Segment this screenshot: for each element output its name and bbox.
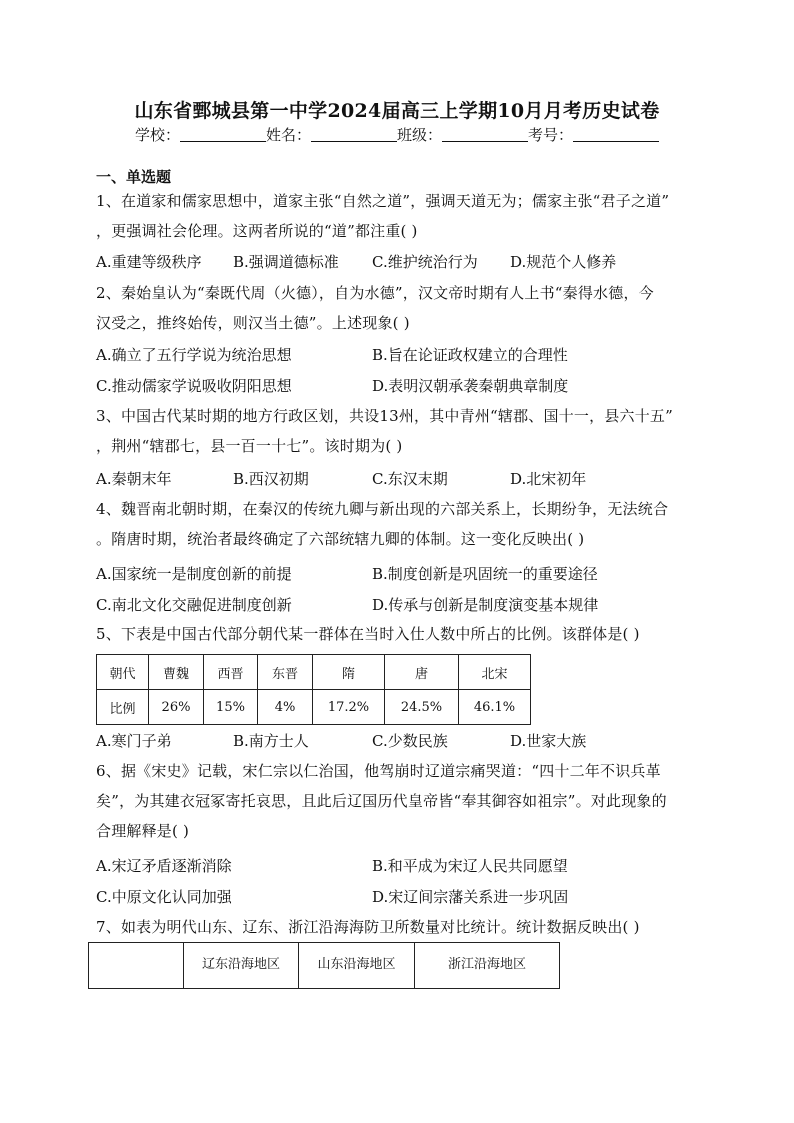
question-2-option-b[interactable]: B.旨在论证政权建立的合理性 <box>372 346 568 364</box>
question-5-option-c[interactable]: C.少数民族 <box>372 732 448 750</box>
question-3-option-d[interactable]: D.北宋初年 <box>510 470 587 488</box>
question-1-option-a[interactable]: A.重建等级秩序 <box>96 253 202 271</box>
question-4-option-b[interactable]: B.制度创新是巩固统一的重要途径 <box>372 565 598 583</box>
class-label: 班级： <box>397 126 443 144</box>
question-6-option-b[interactable]: B.和平成为宋辽人民共同愿望 <box>372 857 568 875</box>
question-1-line-2: ，更强调社会伦理。这两者所说的“道”都注重( ) <box>96 222 418 240</box>
question-3-option-b[interactable]: B.西汉初期 <box>233 470 309 488</box>
table-cell: 浙江沿海地区 <box>415 943 560 989</box>
name-blank[interactable] <box>311 127 397 142</box>
school-blank[interactable] <box>180 127 266 142</box>
table-cell: 东晋 <box>258 655 313 690</box>
question-5-line-1: 5、下表是中国古代部分朝代某一群体在当时入仕人数中所占的比例。该群体是( ) <box>96 625 640 643</box>
question-3-stem <box>96 401 698 461</box>
question-7-table <box>88 942 560 989</box>
question-2-option-d[interactable]: D.表明汉朝承袭秦朝典章制度 <box>372 377 569 395</box>
question-5-stem <box>96 619 698 649</box>
table-cell: 朝代 <box>97 655 149 690</box>
school-label: 学校： <box>134 126 180 144</box>
question-1-option-c[interactable]: C.维护统治行为 <box>372 253 478 271</box>
question-5-table <box>96 654 531 725</box>
question-5-option-d[interactable]: D.世家大族 <box>510 732 587 750</box>
class-blank[interactable] <box>442 127 528 142</box>
table-cell: 曹魏 <box>149 655 204 690</box>
question-4-option-d[interactable]: D.传承与创新是制度演变基本规律 <box>372 596 599 614</box>
question-4-option-a[interactable]: A.国家统一是制度创新的前提 <box>96 565 292 583</box>
table-cell: 46.1% <box>459 690 531 725</box>
question-6-line-1: 6、据《宋史》记载，宋仁宗以仁治国，他驾崩时辽道宗痛哭道：“四十二年不识兵革 <box>96 762 661 780</box>
question-1-option-d[interactable]: D.规范个人修养 <box>510 253 617 271</box>
name-label: 姓名： <box>265 126 311 144</box>
question-6-line-2: 矣”，为其建衣冠冢寄托哀思，且此后辽国历代皇帝皆“奉其御容如祖宗”。对此现象的 <box>96 792 667 810</box>
question-6-option-c[interactable]: C.中原文化认同加强 <box>96 888 232 906</box>
question-2-option-c[interactable]: C.推动儒家学说吸收阴阳思想 <box>96 377 292 395</box>
question-2-line-2: 汉受之，推终始传，则汉当土德”。上述现象( ) <box>96 314 410 332</box>
question-4-line-2: 。隋唐时期，统治者最终确定了六部统辖九卿的体制。这一变化反映出( ) <box>96 530 585 548</box>
exam-no-blank[interactable] <box>573 127 659 142</box>
question-6-stem <box>96 756 698 846</box>
table-row <box>89 943 560 989</box>
table-cell <box>89 943 184 989</box>
question-1-line-1: 1、在道家和儒家思想中，道家主张“自然之道”，强调天道无为；儒家主张“君子之道” <box>96 192 670 210</box>
question-4-option-c[interactable]: C.南北文化交融促进制度创新 <box>96 596 292 614</box>
question-5-option-b[interactable]: B.南方士人 <box>233 732 309 750</box>
question-3-line-2: ，荆州“辖郡七，县一百一十七”。该时期为( ) <box>96 437 403 455</box>
table-cell: 26% <box>149 690 204 725</box>
question-4-line-1: 4、魏晋南北朝时期，在秦汉的传统九卿与新出现的六部关系上，长期纷争，无法统合 <box>96 500 669 518</box>
table-row <box>97 655 531 690</box>
question-6-line-3: 合理解释是( ) <box>96 822 190 840</box>
question-2-stem <box>96 278 698 338</box>
table-cell: 15% <box>204 690 258 725</box>
table-cell: 辽东沿海地区 <box>184 943 299 989</box>
table-cell: 17.2% <box>313 690 385 725</box>
page-title: 山东省鄄城县第一中学2024届高三上学期10月月考历史试卷 <box>134 100 660 122</box>
table-cell: 唐 <box>385 655 459 690</box>
table-cell: 隋 <box>313 655 385 690</box>
table-cell: 山东沿海地区 <box>299 943 415 989</box>
question-6-option-d[interactable]: D.宋辽间宗藩关系进一步巩固 <box>372 888 569 906</box>
question-5-option-a[interactable]: A.寒门子弟 <box>96 732 172 750</box>
table-cell: 比例 <box>97 690 149 725</box>
table-cell: 24.5% <box>385 690 459 725</box>
question-7-line-1: 7、如表为明代山东、辽东、浙江沿海海防卫所数量对比统计。统计数据反映出( ) <box>96 918 640 936</box>
table-row <box>97 690 531 725</box>
table-cell: 北宋 <box>459 655 531 690</box>
question-1-stem <box>96 186 698 246</box>
question-2-line-1: 2、秦始皇认为“秦既代周（火德），自为水德”，汉文帝时期有人上书“秦得水德，今 <box>96 284 654 302</box>
question-3-option-c[interactable]: C.东汉末期 <box>372 470 448 488</box>
exam-no-label: 考号： <box>528 126 574 144</box>
student-info-line <box>0 124 794 145</box>
question-1-option-b[interactable]: B.强调道德标准 <box>233 253 339 271</box>
question-3-option-a[interactable]: A.秦朝末年 <box>96 470 172 488</box>
question-4-stem <box>96 494 698 554</box>
question-3-line-1: 3、中国古代某时期的地方行政区划，共设13州，其中青州“辖郡、国十一，县六十五” <box>96 407 673 425</box>
question-6-option-a[interactable]: A.宋辽矛盾逐渐消除 <box>96 857 232 875</box>
table-cell: 西晋 <box>204 655 258 690</box>
table-cell: 4% <box>258 690 313 725</box>
section-title: 一、单选题 <box>96 168 172 186</box>
question-2-option-a[interactable]: A.确立了五行学说为统治思想 <box>96 346 292 364</box>
question-7-stem <box>96 912 698 942</box>
